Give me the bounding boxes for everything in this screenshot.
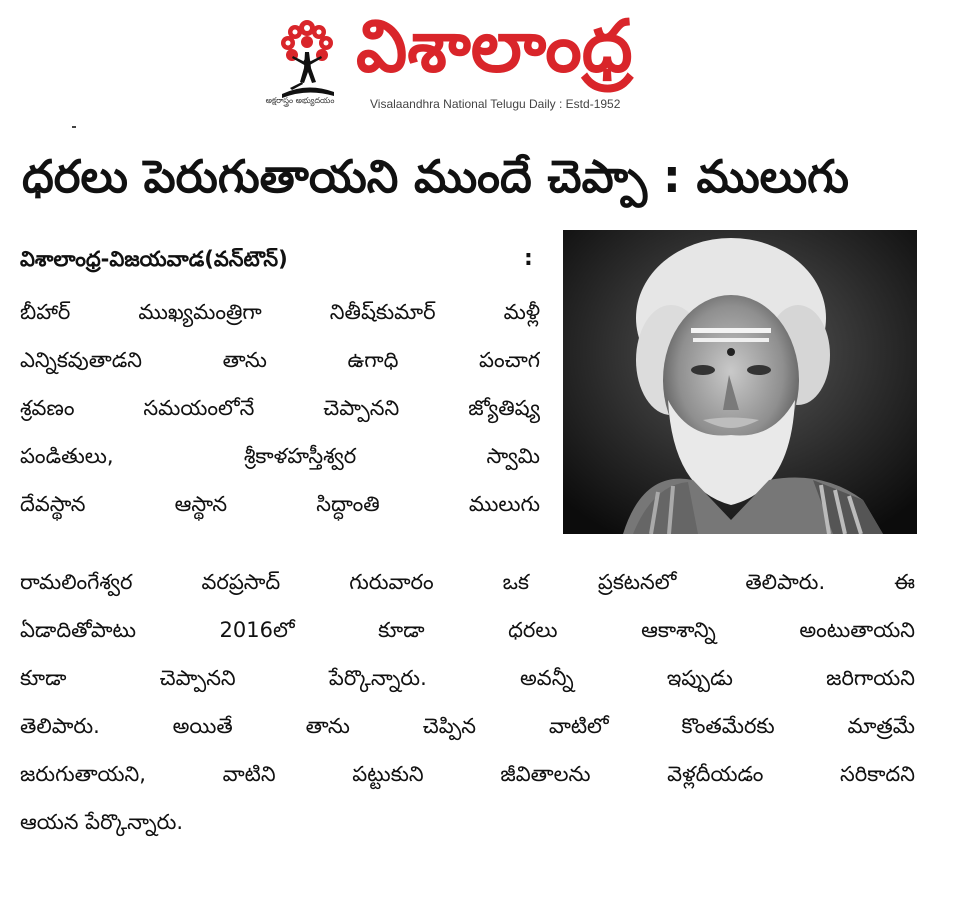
body-line: కూడా చెప్పానని పేర్కొన్నారు. అవన్నీ ఇప్పుడు జరిగాయని <box>20 666 915 690</box>
body-line: జరుగుతాయని, వాటిని పట్టుకుని జీవితాలను వెళ్లదీయడం సరికాదని <box>20 762 915 786</box>
body-line: ఏడాదితోపాటు 2016లో కూడా ధరలు ఆకాశాన్ని అంటుతాయని <box>20 618 915 642</box>
body-line: తెలిపారు. అయితే తాను చెప్పిన వాటిలో కొంతమేరకు మాత్రమే <box>20 714 915 738</box>
divider-mark <box>72 126 76 128</box>
body-line: ఎన్నికవుతాడని తాను ఉగాధి పంచాగ <box>20 348 540 372</box>
body-line: శ్రవణం సమయంలోనే చెప్పానని జ్యోతిష్య <box>20 396 540 420</box>
portrait-illustration <box>563 230 917 534</box>
dateline: విశాలాంధ్ర-విజయవాడ(వన్‌టౌన్‌) <box>20 247 288 271</box>
tree-figure-emblem-icon <box>262 12 352 108</box>
emblem-motto: అక్షరాస్త్రం అభ్యుదయం <box>265 96 335 105</box>
dateline-colon: : <box>524 246 533 271</box>
body-line: దేవస్థాన ఆస్థాన సిద్ధాంతి ములుగు <box>20 492 540 516</box>
body-line: ఆయన పేర్కొన్నారు. <box>20 810 184 834</box>
masthead <box>0 0 973 120</box>
article-body-wide <box>20 558 915 846</box>
body-line: పండితులు, శ్రీకాళహస్తీశ్వర స్వామి <box>20 444 540 468</box>
brand-name: విశాలాంధ్ర <box>356 4 633 88</box>
article-body-narrow <box>20 288 540 528</box>
body-line: బీహార్‌ ముఖ్యమంత్రిగా నితీష్‌కుమార్‌ మళ్లీ <box>20 300 540 324</box>
tagline: Visalaandhra National Telugu Daily : Estd-1952 <box>370 97 621 111</box>
headline: ధరలు పెరుగుతాయని ముందే చెప్పా : ములుగు <box>22 150 849 203</box>
portrait-photo <box>563 230 917 534</box>
body-line: రామలింగేశ్వర వరప్రసాద్‌ గురువారం ఒక ప్రకటనలో తెలిపారు. ఈ <box>20 570 915 594</box>
